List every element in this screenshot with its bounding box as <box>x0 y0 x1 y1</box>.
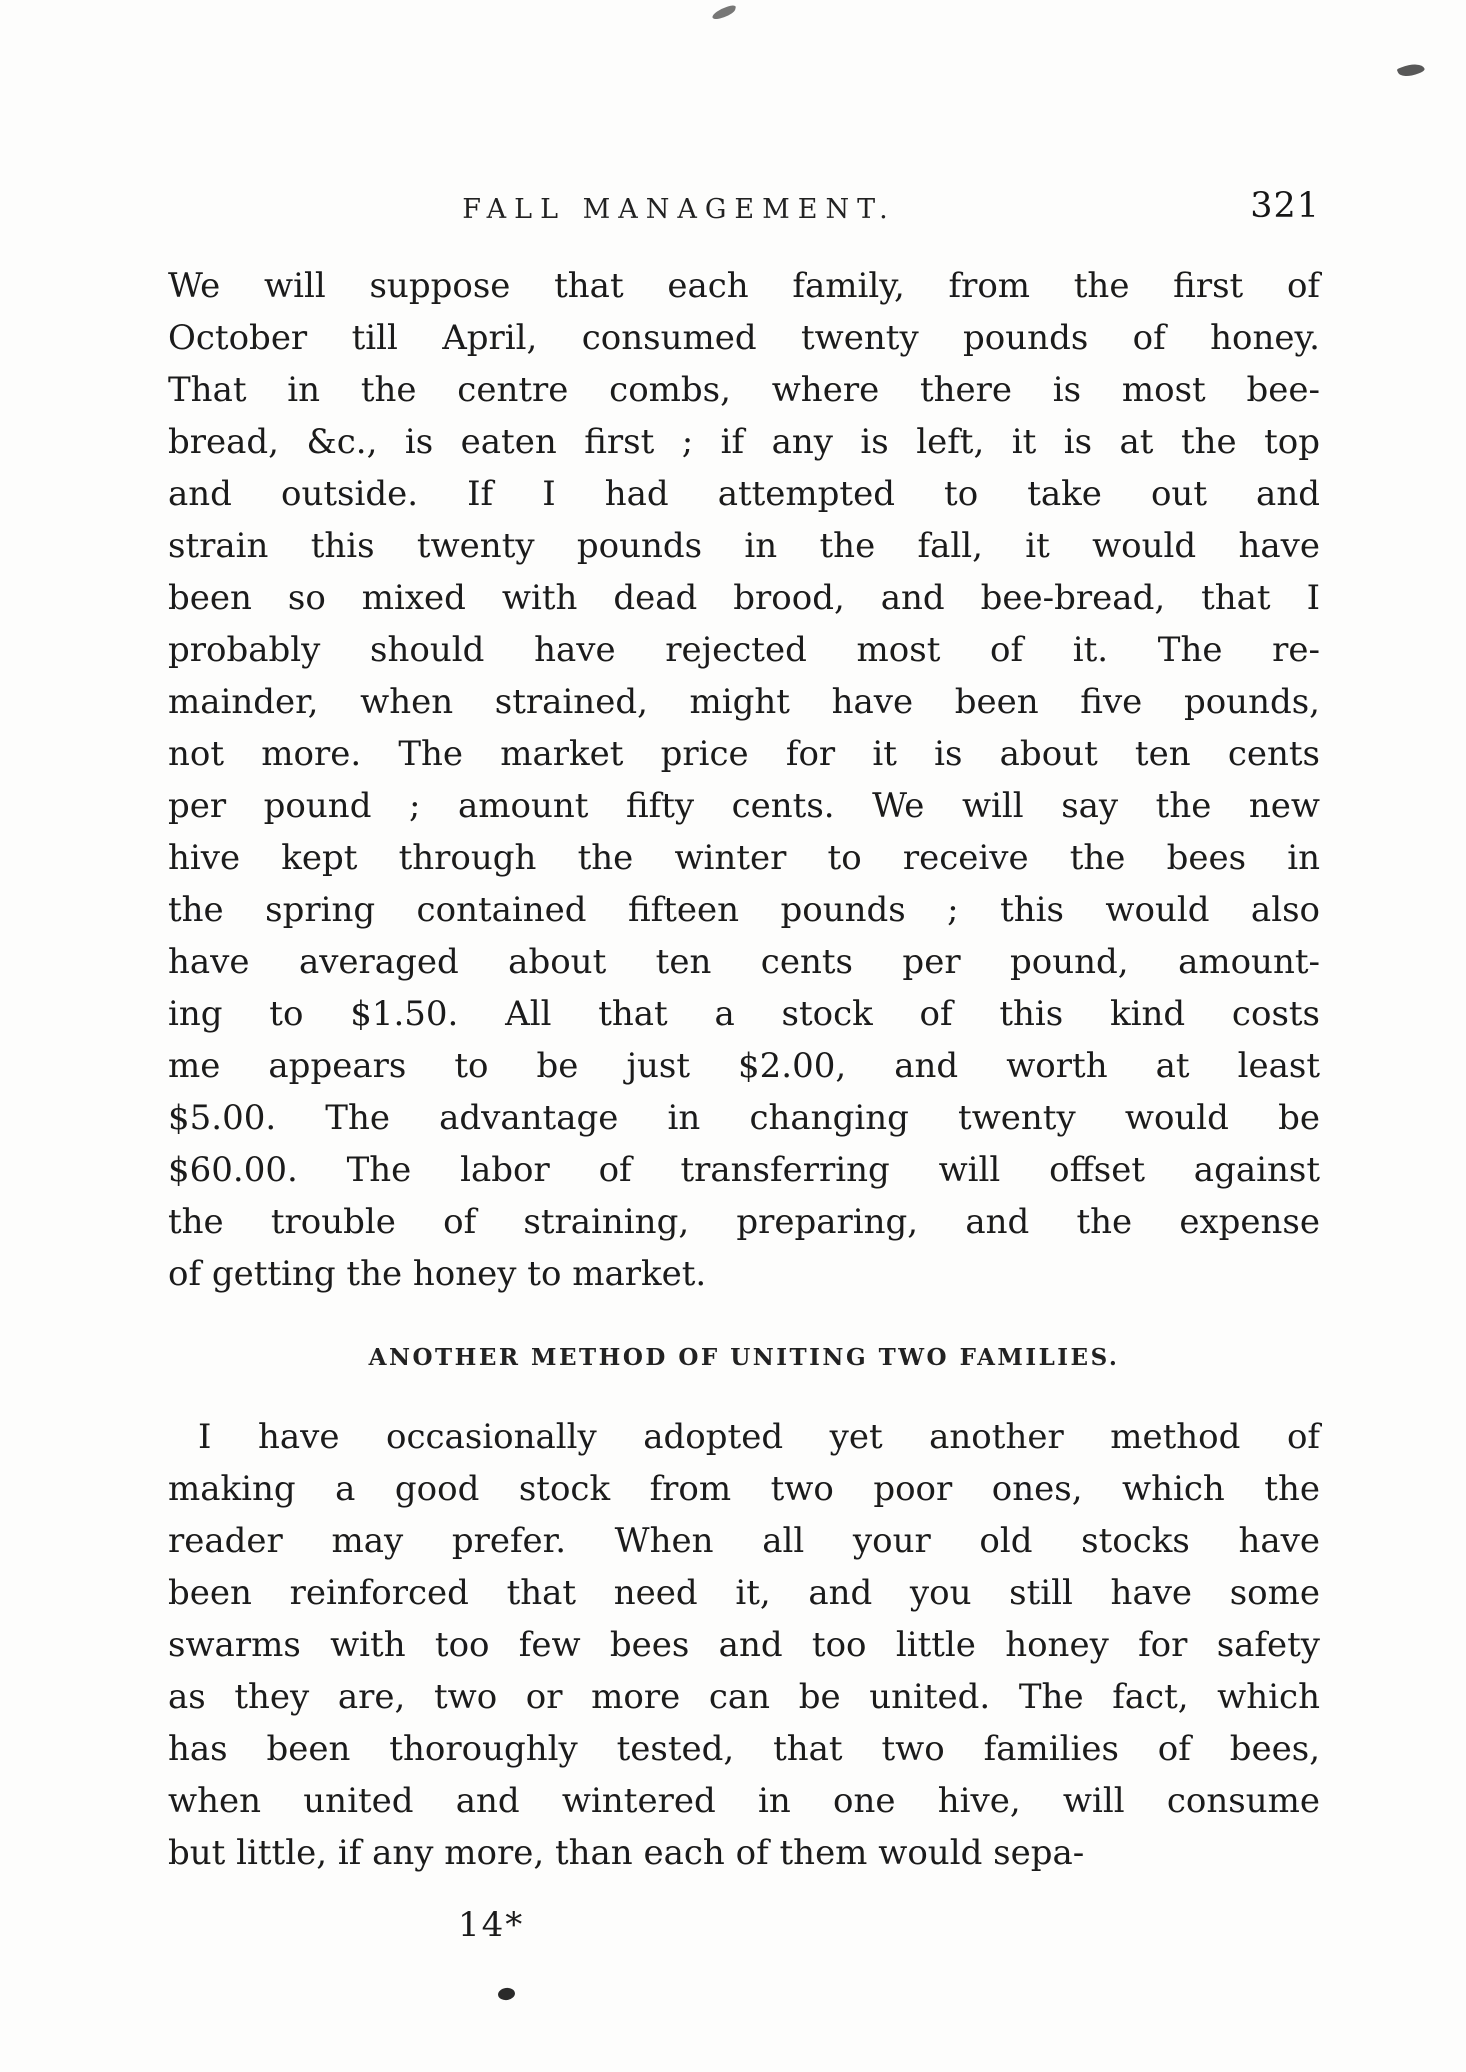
text-line: not more. The market price for it is about ten cents <box>168 734 1320 774</box>
text-line: strain this twenty pounds in the fall, it would have <box>168 526 1320 566</box>
ink-dot-icon <box>497 1987 516 2001</box>
text-line: the trouble of straining, preparing, and the expense <box>168 1202 1320 1242</box>
text-line: been reinforced that need it, and you still have some <box>168 1573 1320 1613</box>
page-number: 321 <box>1250 186 1320 226</box>
ink-smudge-icon <box>712 4 737 22</box>
text-line: swarms with too few bees and too little honey for safety <box>168 1625 1320 1665</box>
text-line: I have occasionally adopted yet another method of <box>198 1417 1320 1457</box>
text-line: have averaged about ten cents per pound, amount- <box>168 942 1320 982</box>
text-line: bread, &c., is eaten first ; if any is left, it is at the top <box>168 422 1320 462</box>
text-line: hive kept through the winter to receive the bees in <box>168 838 1320 878</box>
text-line: $60.00. The labor of transferring will offset against <box>168 1150 1320 1190</box>
page-header <box>168 186 1320 244</box>
text-line: That in the centre combs, where there is most bee- <box>168 370 1320 410</box>
paragraph-uniting-families <box>168 1411 1320 1879</box>
text-line: the spring contained fifteen pounds ; this would also <box>168 890 1320 930</box>
text-line: October till April, consumed twenty pounds of honey. <box>168 318 1320 358</box>
text-line: been so mixed with dead brood, and bee-bread, that I <box>168 578 1320 618</box>
text-line: and outside. If I had attempted to take out and <box>168 474 1320 514</box>
ink-mark-icon <box>1397 60 1426 81</box>
text-line: mainder, when strained, might have been five pounds, <box>168 682 1320 722</box>
text-line: when united and wintered in one hive, will consume <box>168 1781 1320 1821</box>
running-head-title: FALL MANAGEMENT. <box>462 194 896 225</box>
text-line: me appears to be just $2.00, and worth at least <box>168 1046 1320 1086</box>
text-line: but little, if any more, than each of them would sepa- <box>168 1833 1085 1873</box>
paragraph-honey-accounting <box>168 260 1320 1300</box>
text-line: We will suppose that each family, from the first of <box>168 266 1320 306</box>
text-line: has been thoroughly tested, that two families of bees, <box>168 1729 1320 1769</box>
text-line: of getting the honey to market. <box>168 1254 707 1294</box>
text-line: probably should have rejected most of it. The re- <box>168 630 1320 670</box>
section-heading: ANOTHER METHOD OF UNITING TWO FAMILIES. <box>368 1344 1120 1371</box>
text-line: ing to $1.50. All that a stock of this kind costs <box>168 994 1320 1034</box>
text-block <box>168 186 1320 1945</box>
text-line: as they are, two or more can be united. The fact, which <box>168 1677 1320 1717</box>
text-line: per pound ; amount fifty cents. We will say the new <box>168 786 1320 826</box>
text-line: reader may prefer. When all your old stocks have <box>168 1521 1320 1561</box>
text-line: $5.00. The advantage in changing twenty would be <box>168 1098 1320 1138</box>
printer-signature: 14* <box>458 1905 525 1945</box>
text-line: making a good stock from two poor ones, which the <box>168 1469 1320 1509</box>
